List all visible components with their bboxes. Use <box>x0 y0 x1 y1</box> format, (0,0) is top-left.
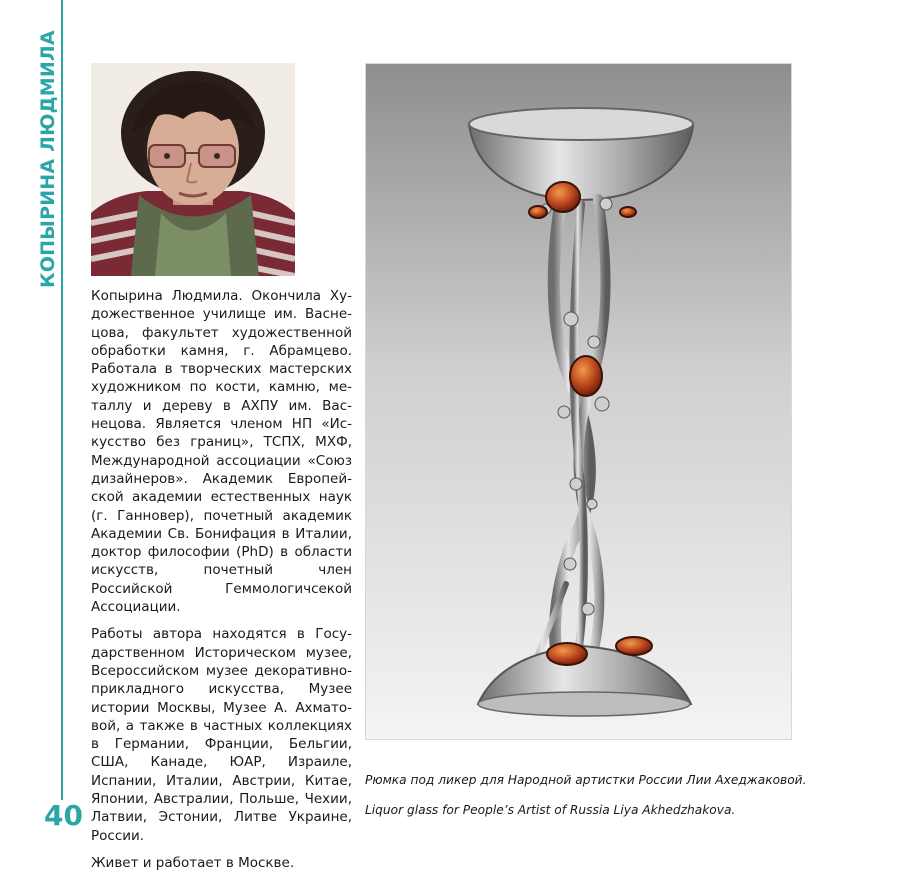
artwork-caption <box>365 765 805 825</box>
bio-paragraph-residence: Живет и работает в Москве. <box>91 854 295 871</box>
artwork-photo <box>365 63 792 740</box>
bio-paragraph-collections: Работы автора находятся в Государственном Историческом музее, Всероссийском музее декоративно-прикладного искусства, Музее истории Москвы, Музее А. Ахматовой, а также в частных коллекциях в Германии, Франции, Бельгии, США, Канаде, ЮАР, Израиле, Испании, Италии, Австрии, Китае, Японии, Австралии, Польше, Чехии, Латвии, Эстонии, Литве Украине, России. <box>91 626 352 844</box>
portrait-illustration <box>91 63 295 276</box>
liquor-glass-illustration <box>366 64 792 740</box>
caption-english: Liquor glass for People’s Artist of Russia Liya Akhedzhakova. <box>365 803 736 817</box>
side-rule <box>61 0 63 800</box>
biography <box>91 287 352 872</box>
page-number: 40 <box>44 799 83 832</box>
caption-russian: Рюмка под ликер для Народной артистки России Лии Ахеджаковой. <box>365 773 807 787</box>
bio-paragraph-education: Копырина Людмила. Окончила Художественное училище им. Васнецова, факультет художественной обработки камня, г. Абрамцево. Работала в творческих мастерских художником по кости, камню, металлу и дереву в АХПУ им. Васнецова. Является членом НП «Искусство без границ», ТСПХ, МХФ, Международной ассоциации «Союз дизайнеров». Академик Европейской академии естественных наук (г. Ганновер), почетный академик Академии Св. Бонифация в Италии, доктор философии (PhD) в области искусств, почетный член Российской Геммологичсекой Ассоциации. <box>91 288 352 616</box>
author-name-vertical: КОПЫРИНА ЛЮДМИЛА <box>37 30 59 288</box>
author-portrait <box>91 63 295 276</box>
